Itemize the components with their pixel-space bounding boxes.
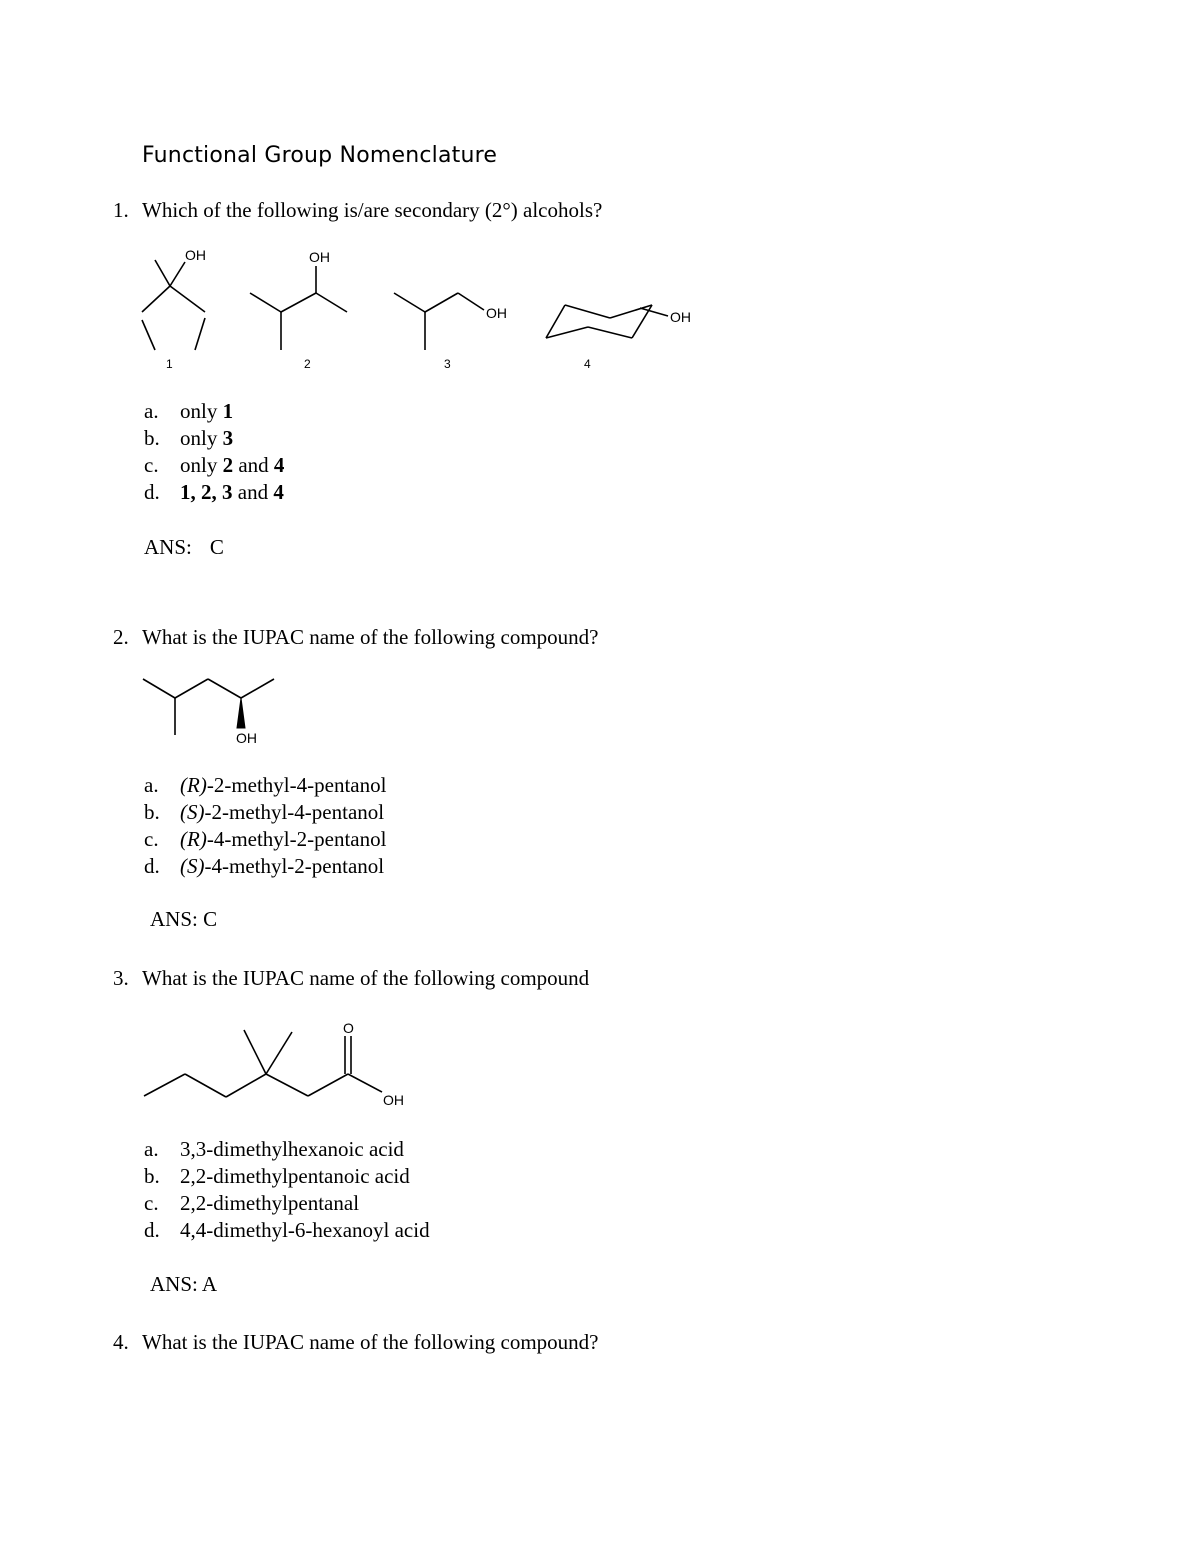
question-4 <box>113 1330 598 1355</box>
q3-option-c: c. 2,2-dimethylpentanal <box>144 1191 360 1215</box>
question-text: What is the IUPAC name of the following compound <box>142 966 590 990</box>
q2-option-c: c. (R)-4-methyl-2-pentanol <box>144 827 387 851</box>
structure-label: 1 <box>166 357 173 371</box>
q3-option-b: b. 2,2-dimethylpentanoic acid <box>144 1164 410 1188</box>
oh-label: OH <box>185 247 206 263</box>
q1-option-b: b. only 3 <box>144 426 234 450</box>
page-title: Functional Group Nomenclature <box>142 143 498 168</box>
structure-label: 4 <box>584 357 591 371</box>
q1-option-a: a. only 1 <box>144 399 234 423</box>
oh-label: OH <box>486 305 507 321</box>
question-number: 3. <box>113 966 129 990</box>
q2-answer: ANS: C <box>150 907 218 931</box>
q2-option-b: b. (S)-2-methyl-4-pentanol <box>144 800 385 824</box>
question-text: What is the IUPAC name of the following compound? <box>142 625 599 649</box>
question-text: What is the IUPAC name of the following compound? <box>142 1330 599 1354</box>
question-number: 1. <box>113 198 129 222</box>
structure-label: 2 <box>304 357 311 371</box>
q1-answer: ANS: C <box>144 535 224 559</box>
oxygen-label: O <box>343 1020 354 1036</box>
oh-label: OH <box>670 309 691 325</box>
q3-option-a: a. 3,3-dimethylhexanoic acid <box>144 1137 404 1161</box>
q1-option-d: d. 1, 2, 3 and 4 <box>144 480 284 504</box>
q3-option-d: d. 4,4-dimethyl-6-hexanoyl acid <box>144 1218 430 1242</box>
q1-option-c: c. only 2 and 4 <box>144 453 285 477</box>
q3-answer: ANS: A <box>150 1272 218 1296</box>
oh-label: OH <box>236 730 257 746</box>
structure-label: 3 <box>444 357 451 371</box>
q2-option-d: d. (S)-4-methyl-2-pentanol <box>144 854 385 878</box>
question-number: 2. <box>113 625 129 649</box>
oh-label: OH <box>309 249 330 265</box>
q2-option-a: a. (R)-2-methyl-4-pentanol <box>144 773 387 797</box>
oh-label: OH <box>383 1092 404 1108</box>
question-text: Which of the following is/are secondary (2°) alcohols? <box>142 198 603 222</box>
question-number: 4. <box>113 1330 129 1354</box>
